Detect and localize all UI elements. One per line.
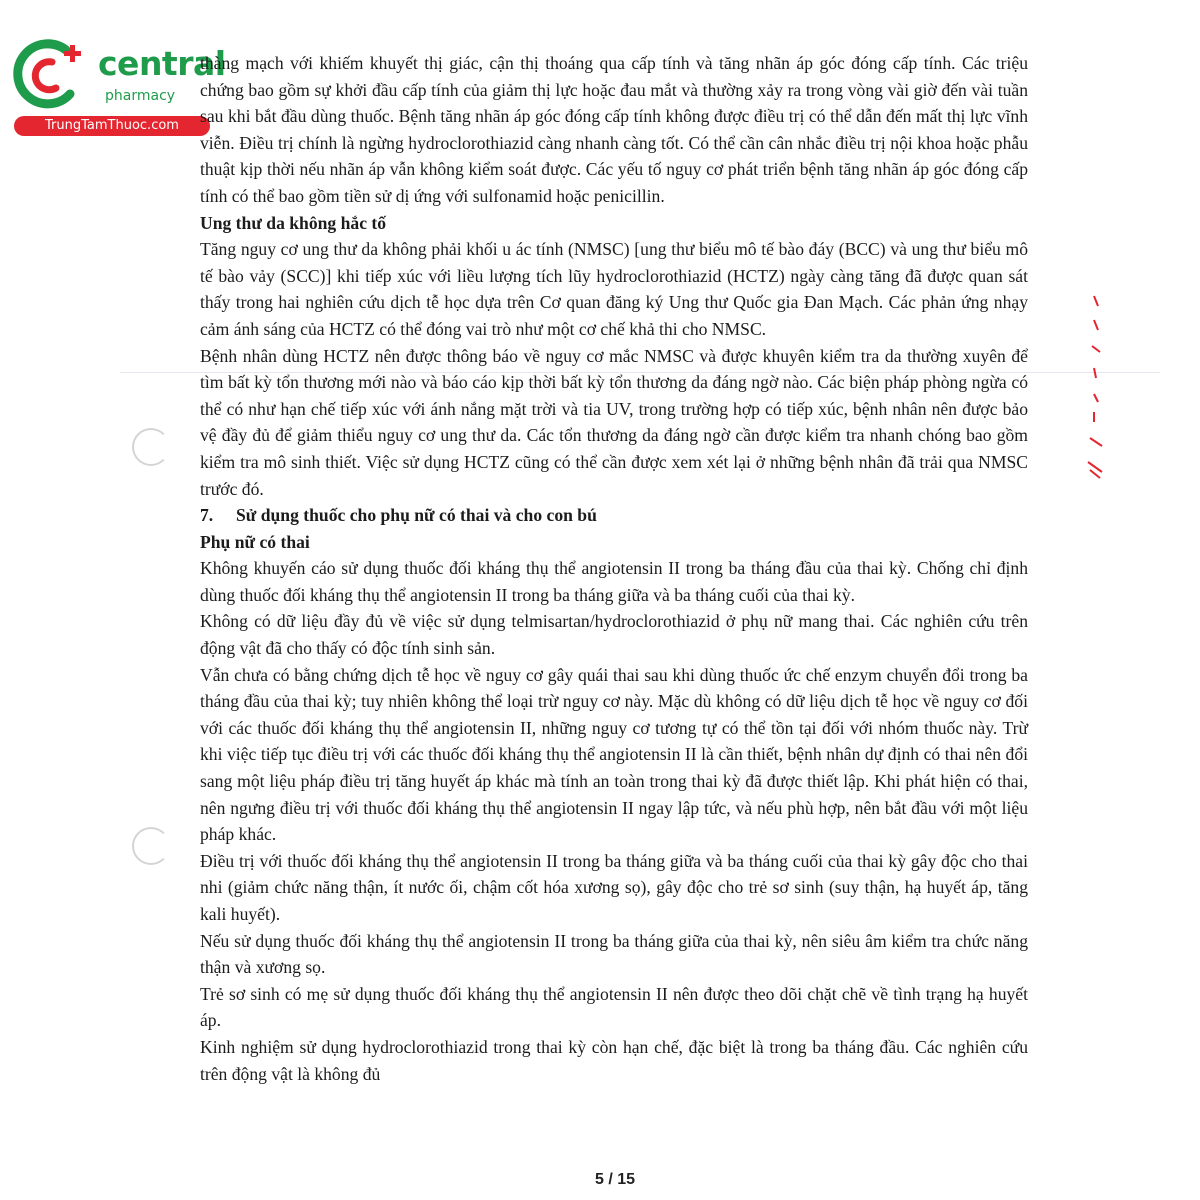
heading-pregnancy: Phụ nữ có thai — [200, 531, 310, 552]
paragraph: Tăng nguy cơ ung thư da không phải khối u ác tính (NMSC) [ung thư biểu mô tế bào đáy (BCC) và ung thư biểu mô tế bào vảy (SCC)] khi tiếp xúc với liều lượng tích lũy hydroclorothiazid (HCTZ) ngày càng tăng đã được quan sát thấy trong hai nghiên cứu dịch tễ học dựa trên Cơ quan đăng ký Ung thư Quốc gia Đan Mạch. Các phản ứng nhạy cảm ánh sáng của HCTZ có thể đóng vai trò như một cơ chế khả thi cho NMSC. — [200, 239, 1028, 339]
document-body — [200, 50, 1028, 1087]
paragraph: Vẫn chưa có bằng chứng dịch tễ học về nguy cơ gây quái thai sau khi dùng thuốc ức chế enzym chuyển đổi trong ba tháng đầu của thai kỳ; tuy nhiên không thể loại trừ nguy cơ này. Mặc dù không có dữ liệu dịch tễ học về nguy cơ đối với các thuốc đối kháng thụ thể angiotensin II, những nguy cơ tương tự có thể tồn tại đối với nhóm thuốc này. Trừ khi việc tiếp tục điều trị với các thuốc đối kháng thụ thể angiotensin II là cần thiết, bệnh nhân dự định có thai nên đổi sang một liệu pháp điều trị tăng huyết áp khác mà tính an toàn trong thai kỳ đã được thiết lập. Khi phát hiện có thai, nên ngưng điều trị với thuốc đối kháng thụ thể angiotensin II ngay lập tức, và nếu phù hợp, nên bắt đầu với một liệu pháp khác. — [200, 664, 1028, 845]
brand-name: central — [98, 44, 226, 83]
paragraph: Trẻ sơ sinh có mẹ sử dụng thuốc đối kháng thụ thể angiotensin II nên được theo dõi chặt chẽ về tình trạng hạ huyết áp. — [200, 983, 1028, 1031]
brand-website-link[interactable]: TrungTamThuoc.com — [14, 116, 210, 136]
punch-hole-mark — [132, 827, 170, 865]
paragraph: Nếu sử dụng thuốc đối kháng thụ thể angiotensin II trong ba tháng giữa của thai kỳ, nên siêu âm kiểm tra chức năng thận và xương sọ. — [200, 930, 1028, 978]
page-number: 5 / 15 — [594, 1171, 636, 1188]
central-logo-icon — [10, 36, 100, 116]
punch-hole-mark — [132, 428, 170, 466]
paragraph: thàng mạch với khiếm khuyết thị giác, cận thị thoáng qua cấp tính và tăng nhãn áp góc đóng cấp tính. Các triệu chứng bao gồm sự khởi đầu cấp tính của giảm thị lực hoặc đau mắt và thường xảy ra trong vòng vài giờ đến vài tuần sau khi bắt đầu dùng thuốc. Bệnh tăng nhãn áp góc đóng cấp tính không được điều trị có thể dẫn đến mất thị lực vĩnh viễn. Điều trị chính là ngừng hydroclorothiazid càng nhanh càng tốt. Có thể cần cân nhắc điều trị nội khoa hoặc phẫu thuật kịp thời nếu nhãn áp vẫn không kiểm soát được. Các yếu tố nguy cơ phát triển bệnh tăng nhãn áp góc đóng cấp tính có thể bao gồm tiền sử dị ứng với sulfonamid hoặc penicillin. — [200, 53, 1028, 206]
paragraph: Kinh nghiệm sử dụng hydroclorothiazid trong thai kỳ còn hạn chế, đặc biệt là trong ba tháng đầu. Các nghiên cứu trên động vật là không đủ — [200, 1036, 1028, 1084]
heading-skin-cancer: Ung thư da không hắc tố — [200, 212, 387, 233]
section-heading — [200, 502, 1028, 529]
edge-stamp-marks — [1080, 290, 1110, 490]
section-number: 7. — [200, 505, 214, 526]
paragraph: Điều trị với thuốc đối kháng thụ thể angiotensin II trong ba tháng giữa và ba tháng cuối của thai kỳ gây độc cho thai nhi (giảm chức năng thận, ít nước ối, chậm cốt hóa xương sọ), gây độc cho trẻ sơ sinh (suy thận, hạ huyết áp, tăng kali huyết). — [200, 850, 1028, 924]
brand-sub: pharmacy — [105, 88, 176, 104]
pharmacy-logo — [10, 36, 230, 136]
paragraph: Bệnh nhân dùng HCTZ nên được thông báo về nguy cơ mắc NMSC và được khuyên kiểm tra da thường xuyên để tìm bất kỳ tổn thương mới nào và báo cáo kịp thời bất kỳ tổn thương da đáng ngờ nào. Các biện pháp phòng ngừa có thể có như hạn chế tiếp xúc với ánh nắng mặt trời và tia UV, trong trường hợp có tiếp xúc, bệnh nhân nên được bảo vệ đầy đủ để giảm thiểu nguy cơ ung thư da. Các tổn thương da đáng ngờ cần được kiểm tra nhanh chóng bao gồm kiểm tra mô sinh thiết. Việc sử dụng HCTZ cũng có thể cần được xem xét lại ở những bệnh nhân đã trải qua NMSC trước đó. — [200, 345, 1028, 499]
section-title: Sử dụng thuốc cho phụ nữ có thai và cho con bú — [236, 505, 597, 526]
paragraph: Không có dữ liệu đầy đủ về việc sử dụng telmisartan/hydroclorothiazid ở phụ nữ mang thai. Các nghiên cứu trên động vật đã cho thấy có độc tính sinh sản. — [200, 611, 1028, 659]
paragraph: Không khuyến cáo sử dụng thuốc đối kháng thụ thể angiotensin II trong ba tháng đầu của thai kỳ. Chống chỉ định dùng thuốc đối kháng thụ thể angiotensin II trong ba tháng giữa và ba tháng cuối của thai kỳ. — [200, 558, 1028, 605]
